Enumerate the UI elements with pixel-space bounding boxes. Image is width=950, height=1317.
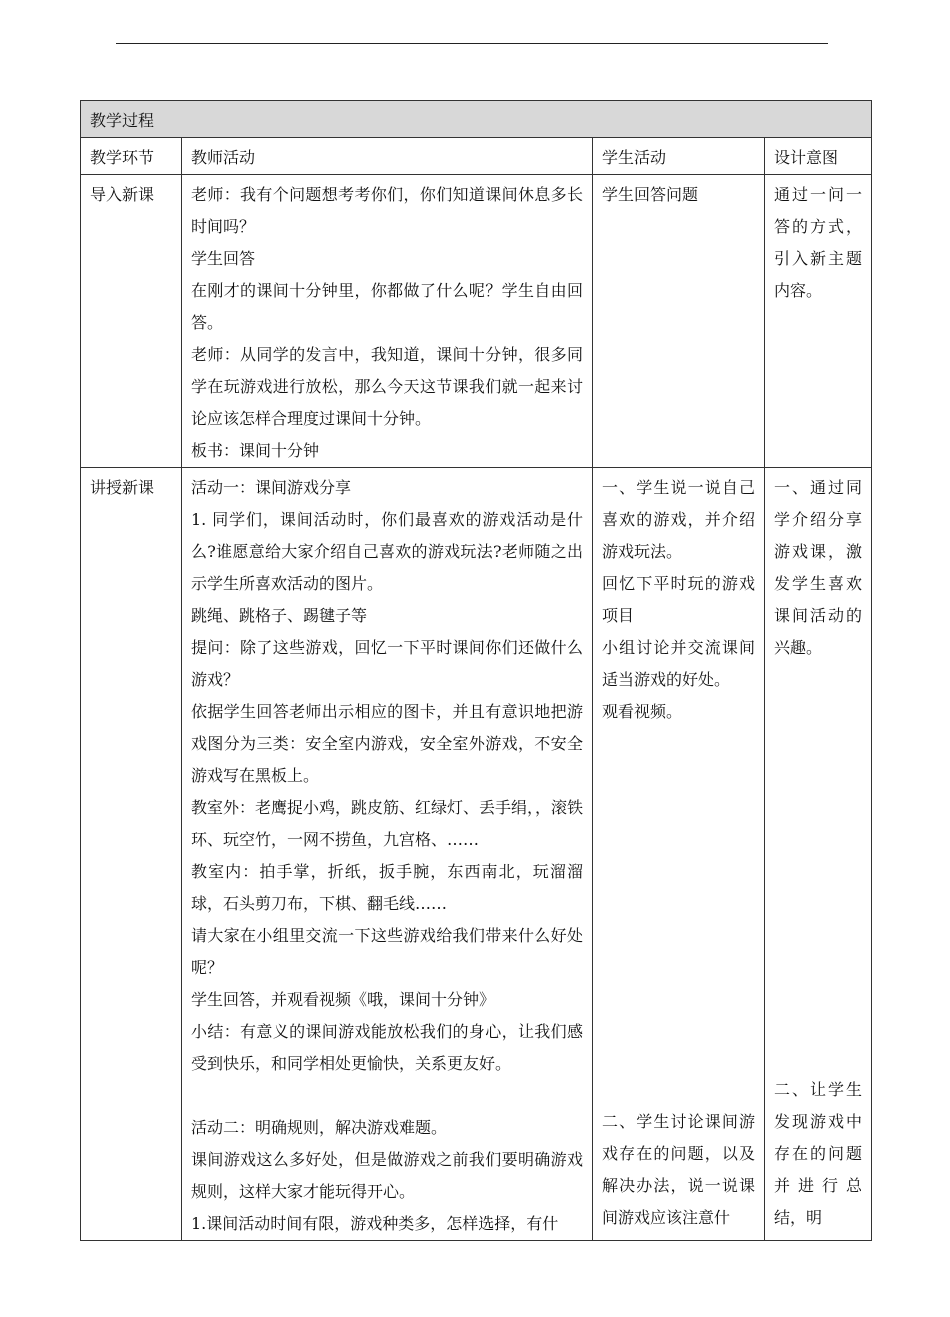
blank-space: [774, 664, 862, 1074]
lesson-teacher-line: 学生回答，并观看视频《哦，课间十分钟》: [191, 990, 496, 1009]
intro-teacher: [182, 175, 593, 468]
intro-teacher-line: 老师：从同学的发言中，我知道，课间十分钟，很多同学在玩游戏进行放松，那么今天这节课我们就一起来讨论应该怎样合理度过课间十分钟。: [191, 345, 583, 428]
lesson-teacher-line: 1.课间活动时间有限，游戏种类多，怎样选择，有什: [191, 1214, 559, 1233]
intro-teacher-line: 在刚才的课间十分钟里，你都做了什么呢？学生自由回答。: [191, 281, 583, 332]
header-intent: 设计意图: [765, 138, 872, 175]
lesson-student-line: 一、学生说一说自己喜欢的游戏，并介绍游戏玩法。: [602, 478, 755, 561]
intro-teacher-line: 学生回答: [191, 249, 256, 268]
lesson-teacher-line: 活动一：课间游戏分享: [191, 478, 352, 497]
header-rule: [116, 43, 828, 44]
header-student: 学生活动: [593, 138, 765, 175]
table-title-row: [81, 101, 872, 138]
lesson-teacher-line: 教室外：老鹰捉小鸡，跳皮筋、红绿灯、丢手绢，，滚铁环、玩空竹，一网不捞鱼，九宫格、……: [191, 798, 584, 849]
lesson-intent-line: 二、让学生发现游戏中存在的问题并进行总结，明: [774, 1080, 863, 1227]
lesson-teacher-line: 1. 同学们，课间活动时，你们最喜欢的游戏活动是什么?谁愿意给大家介绍自己喜欢的游戏玩法?老师随之出示学生所喜欢活动的图片。: [191, 510, 583, 593]
lesson-teacher-line: 提问：除了这些游戏，回忆一下平时课间你们还做什么游戏？: [191, 638, 583, 689]
intro-student: [593, 175, 765, 468]
intro-intent: [765, 175, 872, 468]
lesson-teacher-line: 跳绳、跳格子、踢毽子等: [191, 606, 368, 625]
table-header-row: [81, 138, 872, 175]
intro-teacher-line: 老师：我有个问题想考考你们，你们知道课间休息多长时间吗？: [191, 185, 583, 236]
lesson-process-table: [80, 100, 872, 1241]
table-title: 教学过程: [81, 101, 872, 138]
lesson-intent-line: 一、通过同学介绍分享游戏课，激发学生喜欢课间活动的兴趣。: [774, 478, 863, 657]
intro-intent-line: 通过一问一答的方式，引入新主题内容。: [774, 185, 863, 300]
blank-space: [602, 728, 755, 1106]
lesson-student-line: 二、学生讨论课间游戏存在的问题，以及解决办法，说一说课间游戏应该注意什: [602, 1112, 755, 1227]
header-stage: 教学环节: [81, 138, 182, 175]
lesson-teacher-line: 小结：有意义的课间游戏能放松我们的身心，让我们感受到快乐，和同学相处更愉快，关系更友好。: [191, 1022, 583, 1073]
table-row-intro: [81, 175, 872, 468]
header-teacher: 教师活动: [182, 138, 593, 175]
lesson-intent: [765, 468, 872, 1241]
table-row-lesson: [81, 468, 872, 1241]
lesson-teacher-line: 教室内：拍手掌，折纸，扳手腕，东西南北，玩溜溜球，石头剪刀布，下棋、翻毛线……: [191, 862, 583, 913]
lesson-student-line: 小组讨论并交流课间适当游戏的好处。: [602, 638, 755, 689]
lesson-stage: 讲授新课: [81, 468, 182, 1241]
blank-line: [191, 1080, 583, 1112]
intro-stage: 导入新课: [81, 175, 182, 468]
lesson-student-line: 回忆下平时玩的游戏项目: [602, 574, 755, 625]
lesson-student: [593, 468, 765, 1241]
lesson-teacher: [182, 468, 593, 1241]
lesson-teacher-line: 课间游戏这么多好处，但是做游戏之前我们要明确游戏规则，这样大家才能玩得开心。: [191, 1150, 583, 1201]
lesson-teacher-line: 请大家在小组里交流一下这些游戏给我们带来什么好处呢？: [191, 926, 583, 977]
intro-teacher-line: 板书：课间十分钟: [191, 441, 320, 460]
lesson-teacher-line: 活动二：明确规则，解决游戏难题。: [191, 1118, 448, 1137]
intro-student-line: 学生回答问题: [602, 185, 699, 204]
lesson-student-line: 观看视频。: [602, 702, 683, 721]
lesson-teacher-line: 依据学生回答老师出示相应的图卡，并且有意识地把游戏图分为三类：安全室内游戏，安全室外游戏，不安全游戏写在黑板上。: [191, 702, 583, 785]
